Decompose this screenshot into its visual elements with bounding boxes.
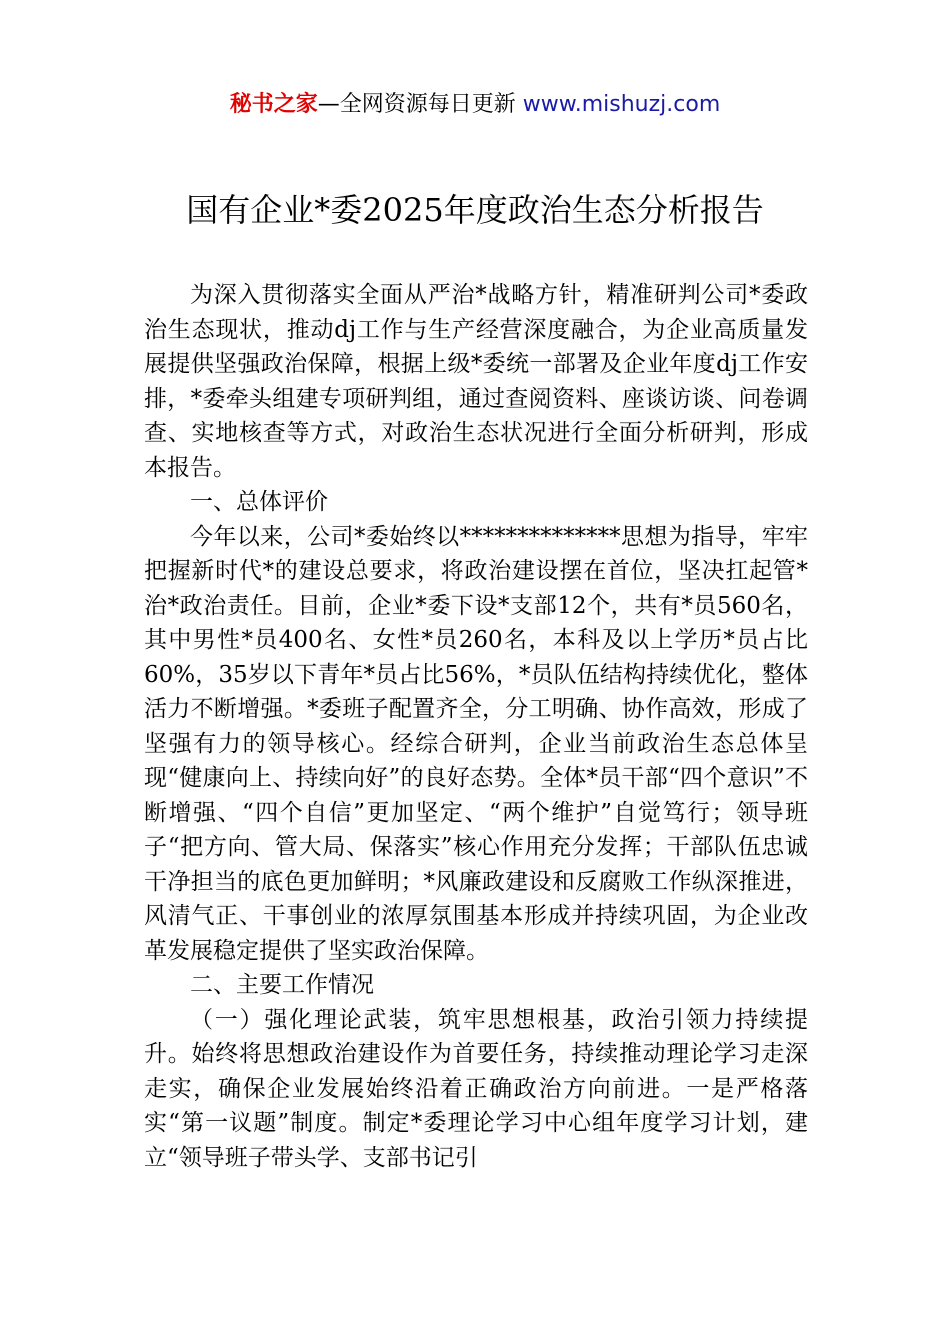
document-title: 国有企业*委2025年度政治生态分析报告 <box>186 191 764 229</box>
main-work-paragraph: （一）强化理论武装，筑牢思想根基，政治引领力持续提升。始终将思想政治建设作为首要任务，持续推动理论学习走深走实，确保企业发展始终沿着正确政治方向前进。一是严格落实“第一议题”制度。制定*委理论学习中心组年度学习计划，建立“领导班子带头学、支部书记引 <box>144 1006 808 1171</box>
site-header <box>0 88 950 122</box>
site-url-link[interactable]: www.mishuzj.com <box>522 92 721 117</box>
overall-evaluation-paragraph: 今年以来，公司*委始终以**************思想为指导，牢牢把握新时代*的建设总要求，将政治建设摆在首位，坚决扛起管*治*政治责任。目前，企业*委下设*支部12个，共有*员560名，其中男性*员400名、女性*员260名，本科及以上学历*员占比60%，35岁以下青年*员占比56%，*员队伍结构持续优化，整体活力不断增强。*委班子配置齐全，分工明确、协作高效，形成了坚强有力的领导核心。经综合研判，企业当前政治生态总体呈现“健康向上、持续向好”的良好态势。全体*员干部“四个意识”不断增强、“四个自信”更加坚定、“两个维护”自觉笃行；领导班子“把方向、管大局、保落实”核心作用充分发挥；干部队伍忠诚干净担当的底色更加鲜明；*风廉政建设和反腐败工作纵深推进，风清气正、干事创业的浓厚氛围基本形成并持续巩固，为企业改革发展稳定提供了坚实政治保障。 <box>144 523 808 964</box>
site-brand: 秘书之家 <box>229 92 318 117</box>
intro-paragraph: 为深入贯彻落实全面从严治*战略方针，精准研判公司*委政治生态现状，推动dj工作与生产经营深度融合，为企业高质量发展提供坚强政治保障，根据上级*委统一部署及企业年度dj工作安排，*委牵头组建专项研判组，通过查阅资料、座谈访谈、问卷调查、实地核查等方式，对政治生态状况进行全面分析研判，形成本报告。 <box>144 282 808 481</box>
section-heading-main-work: 二、主要工作情况 <box>190 972 374 998</box>
site-tagline: —全网资源每日更新 <box>317 92 523 117</box>
section-heading-overall-evaluation: 一、总体评价 <box>190 489 328 515</box>
document-body <box>144 278 808 1175</box>
